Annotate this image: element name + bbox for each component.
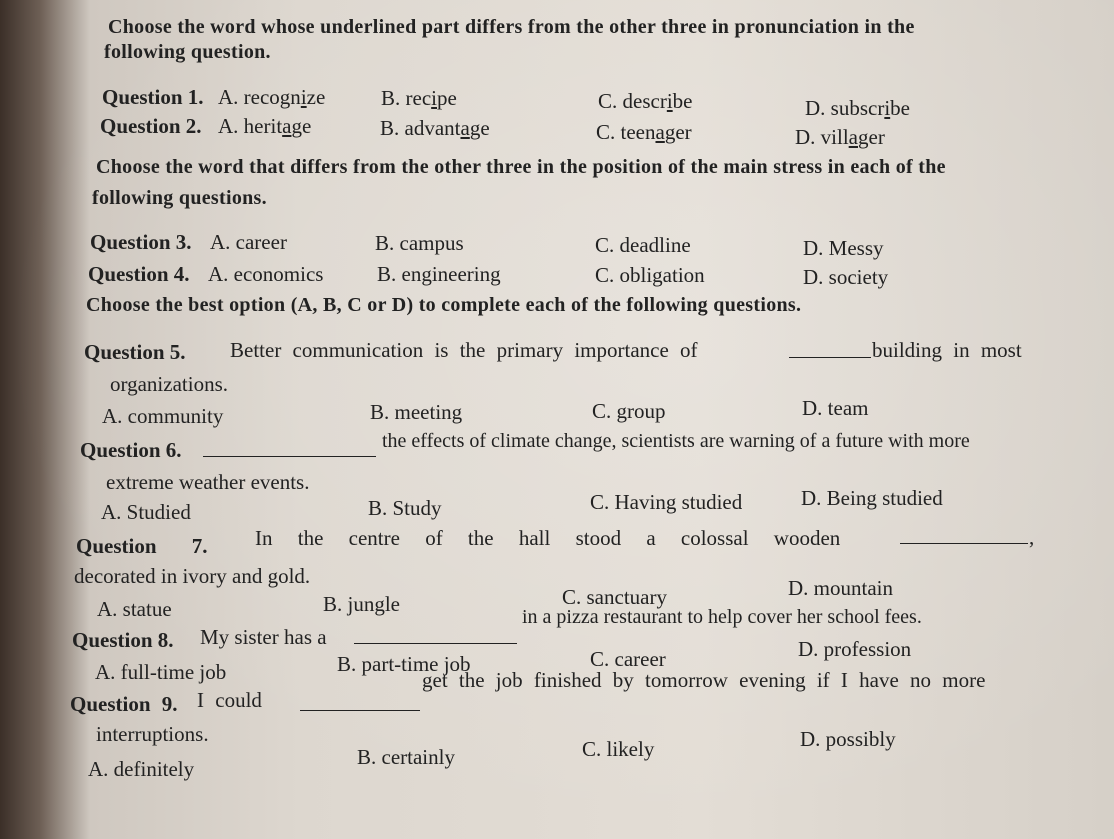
q6-option-d: D. Being studied [801,486,943,510]
q9-option-c: C. likely [582,737,655,761]
q6-answer-blank [203,456,376,457]
section2-heading-line1: Choose the word that differs from the other three in the position of the main stress in each of the [96,156,946,178]
q9-stem-part2: get the job finished by tomorrow evening if I have no more [422,668,986,692]
q5-option-b: B. meeting [370,400,463,424]
q5-stem-part2: building in most [872,338,1022,362]
q7-answer-blank [900,543,1028,544]
q3-option-d: D. Messy [803,236,884,260]
q5-option-d: D. team [802,396,869,420]
q1-option-b: B. recipe [381,86,457,110]
q9-option-d: D. possibly [800,727,896,751]
q3-label: Question 3. [90,230,192,254]
q6-option-a: A. Studied [101,500,191,524]
q9-stem-part1: I could [197,688,262,712]
q7-option-b: B. jungle [323,592,400,616]
q2-option-b: B. advantage [380,116,490,140]
q6-stem-part1: the effects of climate change, scientists are warning of a future with more [382,430,970,452]
q7-stem-part1: In the centre of the hall stood a colossal wooden [255,526,841,550]
q8-label: Question 8. [72,628,174,652]
q1-option-c: C. describe [598,89,693,113]
q5-label: Question 5. [84,340,186,364]
q1-option-a: A. recognize [218,85,326,109]
q9-label: Question 9. [70,692,178,716]
q7-stem-line2: decorated in ivory and gold. [74,564,311,588]
q8-option-b: B. part-time job [337,652,471,676]
q9-answer-blank [300,710,420,711]
q8-option-a: A. full-time job [95,660,227,684]
section1-heading-line2: following question. [104,41,271,63]
q7-option-c: C. sanctuary [562,585,667,609]
q8-option-d: D. profession [798,637,912,661]
q6-stem-line2: extreme weather events. [106,470,310,494]
q2-label: Question 2. [100,114,202,138]
q4-label: Question 4. [88,262,190,286]
q9-stem-line2: interruptions. [96,722,209,746]
q5-stem-line2: organizations. [110,372,229,396]
q8-answer-blank [354,643,517,644]
q7-stem-comma: , [1029,525,1035,549]
q4-option-a: A. economics [208,262,324,286]
q2-option-c: C. teenager [596,120,692,144]
q5-answer-blank [789,357,871,358]
section1-heading-line1: Choose the word whose underlined part differs from the other three in pronunciation in the [108,16,915,38]
q9-option-a: A. definitely [88,757,195,781]
q4-option-d: D. society [803,265,889,289]
q8-stem-part1: My sister has a [200,625,327,649]
q4-option-b: B. engineering [377,262,501,286]
q1-label: Question 1. [102,85,204,109]
section2-heading-line2: following questions. [92,187,267,209]
section3-heading: Choose the best option (A, B, C or D) to complete each of the following questions. [86,294,802,316]
q9-option-b: B. certainly [357,745,455,769]
q7-option-d: D. mountain [788,576,893,600]
q6-label: Question 6. [80,438,182,462]
q7-option-a: A. statue [97,597,172,621]
q7-label: Question 7. [76,534,208,558]
q3-option-b: B. campus [375,231,464,255]
q8-stem-part2: in a pizza restaurant to help cover her school fees. [522,606,922,628]
q1-option-d: D. subscribe [805,96,910,120]
q2-option-d: D. villager [795,125,885,149]
q5-option-a: A. community [102,404,224,428]
q2-option-a: A. heritage [218,114,312,138]
q5-option-c: C. group [592,399,666,423]
q3-option-c: C. deadline [595,233,691,257]
q6-option-b: B. Study [368,496,442,520]
q3-option-a: A. career [210,230,287,254]
q8-option-c: C. career [590,647,666,671]
q4-option-c: C. obligation [595,263,705,287]
q5-stem-part1: Better communication is the primary importance of [230,338,698,362]
q6-option-c: C. Having studied [590,490,743,514]
